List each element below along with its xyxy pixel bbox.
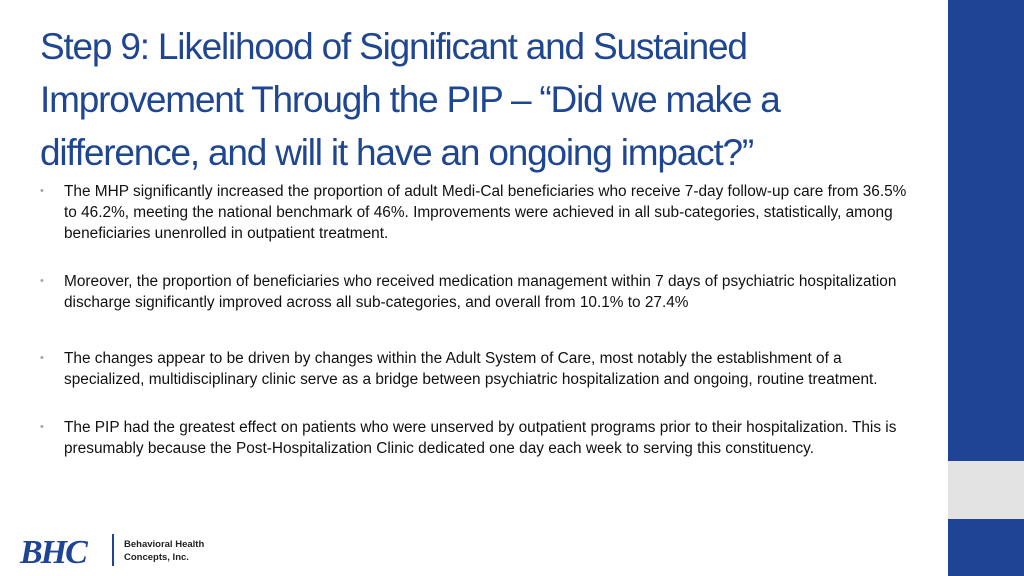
bullet-item: [38, 271, 908, 313]
bullet-marker: •: [40, 352, 44, 364]
bullet-marker: •: [40, 421, 44, 433]
bullet-list: [38, 181, 908, 459]
bhc-logo-letters: BHC: [20, 534, 86, 570]
bullet-text: The PIP had the greatest effect on patients who were unserved by outpatient programs prior to their hospitalization. This is presumably because the Post-Hospitalization Clinic dedicated one day each week to serving this constituency.: [64, 419, 897, 457]
accent-bar-middle: [948, 461, 1024, 519]
bhc-logo-mark: [18, 530, 108, 570]
accent-bar-bottom: [948, 519, 1024, 576]
bullet-item: [38, 417, 908, 459]
accent-bar-top: [948, 0, 1024, 461]
logo-divider: [112, 534, 114, 566]
logo-company-name: [124, 538, 204, 564]
bullet-text: The MHP significantly increased the proportion of adult Medi-Cal beneficiaries who receive 7-day follow-up care from 36.5% to 46.2%, meeting the national benchmark of 46%. Improvements were achieved in all sub-categories, statistically, among beneficiaries unenrolled in outpatient treatment.: [64, 183, 907, 242]
bullet-text: The changes appear to be driven by changes within the Adult System of Care, most notably the establishment of a specialized, multidisciplinary clinic serve as a bridge between psychiatric hospitalization and ongoing, routine treatment.: [64, 350, 878, 388]
logo-line-1: Behavioral Health: [124, 539, 205, 550]
slide-title: Step 9: Likelihood of Significant and Sustained Improvement Through the PIP – “Did we make a difference, and will it have an ongoing impact?”: [40, 26, 780, 173]
bullet-marker: •: [40, 275, 44, 287]
logo-line-2: Concepts, Inc.: [124, 552, 189, 563]
bullet-text: Moreover, the proportion of beneficiaries who received medication management within 7 days of psychiatric hospitalization discharge significantly improved across all sub-categories, and overall from 10.1% to 27.4%: [64, 273, 897, 311]
bullet-marker: •: [40, 185, 44, 197]
bullet-item: [38, 181, 908, 244]
company-logo: [18, 530, 238, 570]
bullet-item: [38, 348, 908, 390]
